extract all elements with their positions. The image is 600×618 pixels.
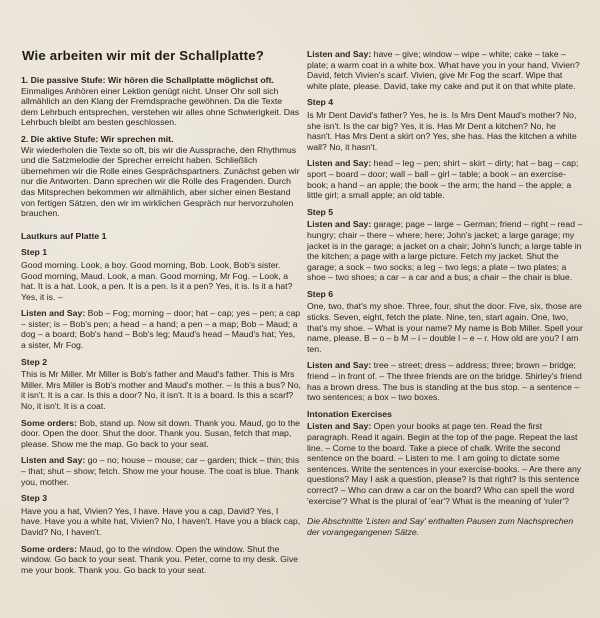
step3-so-text: Maud, go to the window. Open the window. Shut the window. Go back to your seat. Thank you. Peter, come to my desk. Give me your book. Thank you. Go back to your seat. xyxy=(21,543,299,575)
right-column xyxy=(307,49,583,543)
intonation-ls-text: Open your books at page ten. Read the first paragraph. Read it again. Begin at the top of the page. Repeat the last line. – Come to the board. Take a piece of chalk. Write the second sentence on the board. – Listen to me. I am going to dictate some sentences. Write the sentences in your exercise-books. – Are there any questions? May I ask a question, please? Is that right? Is this sentence correct? – Who can draw a car on the board? Who can spell the word 'exercise'? What is the plural of 'ear'? What is the meaning of 'ruler'? xyxy=(307,421,582,506)
step5-ls-text: garage; page – large – German; friend – right – read – hungry; chair – there – where; here; John's jacket; a large garage; my jacket is in the garage; a jacket on a chair; John's lunch; a large table in the kitchen; a page with a large picture. Fetch my jacket. Shut the garage; a sock – two socks; a leg – two legs; a plate – two plates; a shoe – two shoes; a car – a car and a bus; a chair – the chair is blue. xyxy=(307,219,583,283)
step4-text: Is Mr Dent David's father? Yes, he is. Is Mrs Dent Maud's mother? No, she isn't. Is the car big? Yes, it is. Has Mr Dent a kitchen? No, he hasn't. Has Mrs Dent a skirt on? Yes, she has. Has the kitchen a white wall? No, it hasn't. xyxy=(307,109,577,152)
footnote: Die Abschnitte 'Listen and Say' enthalten Pausen zum Nachsprechen der vorangegangenen Sätze. xyxy=(307,516,574,537)
step2-so-label: Some orders: xyxy=(21,417,78,428)
step3-listen-say xyxy=(307,49,583,91)
intro-active-heading: 2. Die aktive Stufe: Wir sprechen mit. xyxy=(21,133,174,144)
step1-ls-text: Bob – Fog; morning – door; hat – cap; yes – pen; a cap – sister; is – Bob's pen; a head – a hand; a pen – a map; Bob – Maud; a dog – a board; Bob's hand – Bob's leg; Maud's head – Maud's hat; Yes, a sister, Mr Fog. xyxy=(21,308,301,351)
step2-orders xyxy=(21,418,301,450)
intro-passive xyxy=(21,75,301,128)
section-title: Lautkurs auf Platte 1 xyxy=(21,230,107,241)
page-title: Wie arbeiten wir mit der Schallplatte? xyxy=(22,48,264,63)
step6-ls-text: tree – street; dress – address; three; brown – bridge; friend – in front of. – The three friends are on the bridge. Shirley's friend has a brown dress. The bus is standing at the bus stop. – a sentence – two sentences; a box – two boxes. xyxy=(307,360,582,403)
step6-title: Step 6 xyxy=(307,288,334,299)
step1-ls-label: Listen and Say: xyxy=(21,308,86,319)
step5-ls-label: Listen and Say: xyxy=(307,219,372,230)
step3-orders xyxy=(21,544,301,576)
step2-title: Step 2 xyxy=(21,356,48,367)
intro-active-text: Wir wiederholen die Texte so oft, bis wir die Aussprache, den Rhythmus und die Satzmelodie der Sprecher erreicht haben. Schließlich übernehmen wir die Rolle eines Gesprächspartners. Zunächst geben wir nur die Antworten. Dann sprechen wir die Rolle des Fragenden. Durch das Mitsprechen bekommen wir allmählich, aber sicher einen Bestand von fertigen Sätzen, den wir im wirklichen Gespräch nur hervorzuholen brauchen. xyxy=(21,144,300,219)
step5-listen-say xyxy=(307,219,583,283)
intonation-listen-say xyxy=(307,421,583,506)
step4-ls-text: head – leg – pen; shirt – skirt – dirty; hat – bag – cap; sport – board – door; wall – ball – girl – table; a book – an exercise-book; a hand – an apple; the book – the arm; the hand – the apple; a little girl; a small apple; an old table. xyxy=(307,158,579,201)
step3-title: Step 3 xyxy=(21,493,48,504)
intonation-title: Intonation Exercises xyxy=(307,408,392,419)
step2-listen-say xyxy=(21,455,301,487)
intro-passive-heading: 1. Die passive Stufe: Wir hören die Schallplatte möglichst oft. xyxy=(21,75,274,85)
step2-ls-label: Listen and Say: xyxy=(21,455,86,466)
step5-title: Step 5 xyxy=(307,206,334,217)
intro-passive-text: Einmaliges Anhören einer Lektion genügt nicht. Unser Ohr soll sich allmählich an den Klang der Fremdsprache gewöhnen. Da die Texte dem Lehrbuch entsprechen, verstehen wir alles ohne Schwierigkeit. Das Lehrbuch bleibt am besten geschlossen. xyxy=(21,85,300,128)
step4-listen-say xyxy=(307,158,583,200)
step3-ls-text: have – give; window – wipe – white; cake – take – plate; a warm coat in a white box. What have you in your hand, Vivien? David, fetch Vivien's scarf. Vivien, give Mr Fog the scarf. Wipe that white plate, please. David, take my cake and put it on that white plate. xyxy=(307,49,580,91)
step2-text: This is Mr Miller. Mr Miller is Bob's father and Maud's father. This is Mrs Miller. Mrs Miller is Bob's mother and Maud's mother. – Is this a bus? No, it isn't. It is a car. Is this a door? No, it isn't. It is a board. Is this a scarf? No, it isn't. It is a coat. xyxy=(21,369,301,412)
step4-title: Step 4 xyxy=(307,97,334,108)
step2-ls-text: go – no; house – mouse; car – garden; thick – thin; this – that; shut – show; fetch. Show me your house. The coat is blue. Thank you, mother. xyxy=(21,455,300,487)
step6-text: One, two, that's my shoe. Three, four, shut the door. Five, six, those are sticks. Seven, eight, fetch the plate. Nine, ten, start again. One, two, that's my shoe. – What is your name? My name is Bob Miller. Spell your name, please. B – o – b M – i – double l – e – r. How old are you? I am ten. xyxy=(307,301,583,354)
intonation-ls-label: Listen and Say: xyxy=(307,421,372,432)
step1-text: Good morning. Look, a boy. Good morning, Bob. Look, Bob's sister. Good morning, Maud. Look, a man. Good morning, Mr Fog. – Look, a hat. It is a hat. Look, a pen. It is a pen. Is it a pen? Yes, it is. Is it a hat? Yes, it is. – xyxy=(21,259,293,302)
intro-active xyxy=(21,134,301,219)
step1-listen-say xyxy=(21,308,301,350)
left-column xyxy=(21,75,301,581)
step4-ls-label: Listen and Say: xyxy=(307,158,372,169)
step6-ls-label: Listen and Say: xyxy=(307,360,372,371)
step2-so-text: Bob, stand up. Now sit down. Thank you. Maud, go to the door. Open the door. Shut the door. Thank you. Susan, fetch that map, please. Show me the map. Go back to your seat. xyxy=(21,417,300,449)
step6-listen-say xyxy=(307,360,583,402)
step3-text: Have you a hat, Vivien? Yes, I have. Have you a cap, David? Yes, I have. Have you a white hat, Vivien? No, I haven't. Have you a black cap, David? No, I haven't. xyxy=(21,505,301,537)
step1-title: Step 1 xyxy=(21,247,48,258)
step3-ls-label: Listen and Say: xyxy=(307,49,372,59)
step3-so-label: Some orders: xyxy=(21,543,78,554)
